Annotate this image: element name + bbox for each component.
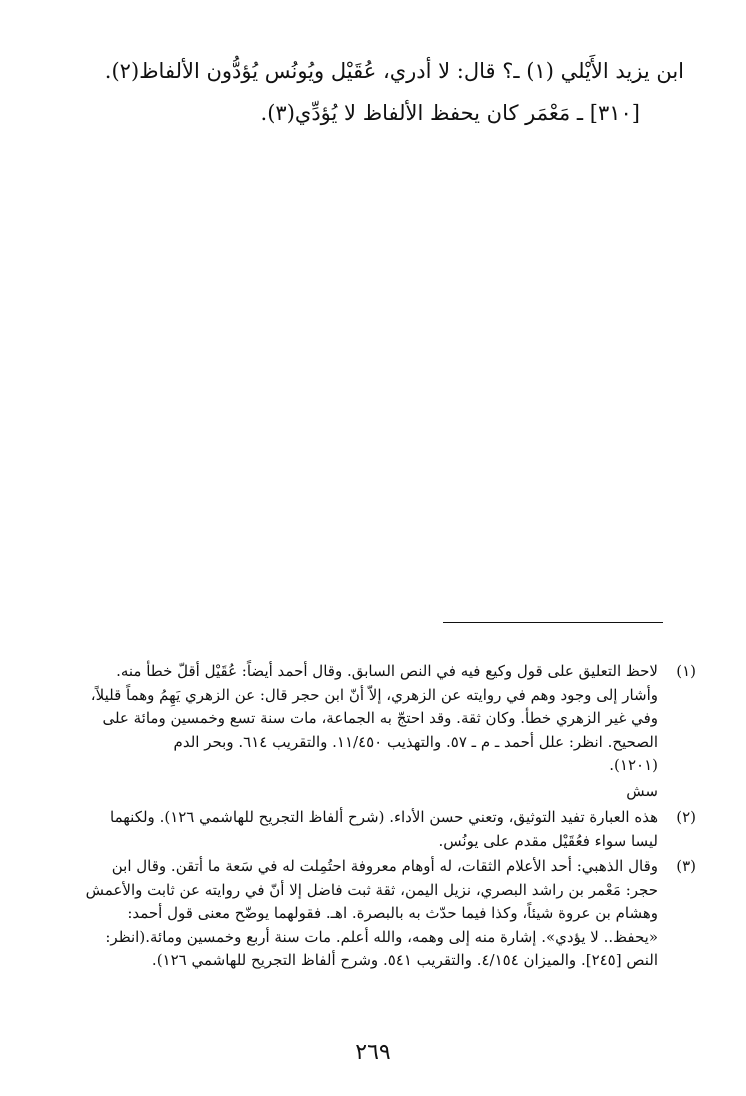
footnotes (65, 660, 696, 975)
footnote-body (65, 855, 658, 973)
footnote-line: وأشار إلى وجود وهم في روايته عن الزهري، إلاّ أنّ ابن حجر قال: عن الزهري يَهِمُ وهماً قليلاً، (90, 685, 658, 704)
footnote-number: (١) (676, 662, 696, 680)
page-number: ٢٦٩ (355, 1040, 391, 1065)
footnote-line: وهشام بن عروة شيئاً، وكذا فيما حدّث به بالبصرة. اهـ. فقولهما يوضّح معنى قول أحمد: (127, 904, 658, 922)
main-text-line-2: [٣١٠] ـ مَعْمَر كان يحفظ الألفاظ لا يُؤدِّي(٣). (260, 101, 640, 125)
footnote-number: (٣) (676, 857, 696, 875)
footnote-3 (65, 855, 696, 973)
stray-text: سش (626, 781, 658, 800)
footnote-body (65, 660, 658, 778)
footnote-line: لاحظ التعليق على قول وكيع فيه في النص السابق. وقال أحمد أيضاً: عُقَيْل أقلّ خطأ منه. (116, 662, 658, 680)
main-text-line-1: ابن يزيد الأَيْلي (١) ـ؟ قال: لا أدري، عُقَيْل ويُونُس يُؤدُّون الألفاظ(٢). (104, 59, 684, 83)
footnote-line: وقال الذهبي: أحد الأعلام الثقات، له أوهام معروفة احتُمِلت له في سَعة ما أتقن. وقال ابن (111, 857, 658, 875)
footnote-body (65, 806, 658, 853)
main-text (70, 50, 684, 134)
footnote-line: «يحفظ.. لا يؤدي». إشارة منه إلى وهمه، والله أعلم. مات سنة أربع وخمسين ومائة.(انظر: (105, 927, 658, 946)
footnote-number: (٢) (676, 808, 696, 826)
footnote-line: ليسا سواء فعُقَيْل مقدم على يونُس. (438, 831, 658, 850)
footnote-line: هذه العبارة تفيد التوثيق، وتعني حسن الأداء. (شرح ألفاظ التجريح للهاشمي ١٢٦). ولكنهما (110, 808, 658, 826)
footnote-1 (65, 660, 696, 778)
footnote-line: (١٢٠١). (609, 756, 658, 774)
footnote-line: وفي غير الزهري خطأ. وكان ثقة. وقد احتجّ به الجماعة، مات سنة تسع وخمسين ومائة على (102, 709, 658, 727)
footnote-line: حجر: مَعْمر بن راشد البصري، نزيل اليمن، ثقة ثبت فاضل إلا أنّ في روايته عن ثابت والأعمش (85, 880, 658, 899)
footnote-line: الصحيح. انظر: علل أحمد ـ م ـ ٥٧. والتهذيب ١١/٤٥٠. والتقريب ٦١٤. وبحر الدم (173, 732, 658, 751)
footnote-separator (443, 622, 663, 623)
footnote-line: النص [٢٤٥]. والميزان ٤/١٥٤. والتقريب ٥٤١. وشرح ألفاظ التجريح للهاشمي ١٢٦). (151, 951, 658, 969)
footnote-2 (65, 806, 696, 853)
